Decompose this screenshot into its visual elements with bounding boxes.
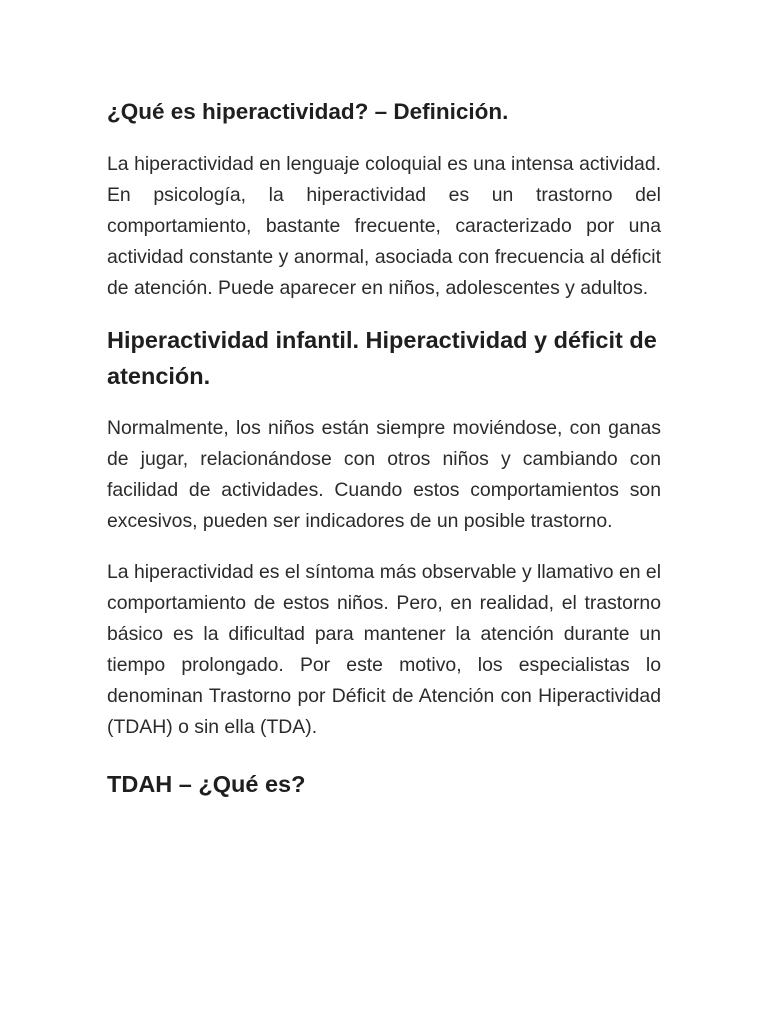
section-heading-infantile: Hiperactividad infantil. Hiperactividad y déficit de atención. — [107, 327, 657, 389]
paragraph-definition: La hiperactividad en lenguaje coloquial es una intensa actividad. En psicología, la hiperactividad es un trastorno del comportamiento, bastante frecuente, caracterizado por una actividad constante y anormal, asociada con frecuencia al déficit de atención. Puede aparecer en niños, adolescentes y adultos. — [107, 153, 661, 299]
paragraph-tdah-explanation: La hiperactividad es el síntoma más observable y llamativo en el comportamiento de estos niños. Pero, en realidad, el trastorno básico es la dificultad para mantener la atención durante un tiempo prolongado. Por este motivo, los especialistas lo denominan Trastorno por Déficit de Atención con Hiperactividad (TDAH) o sin ella (TDA). — [107, 561, 661, 738]
section-heading-tdah: TDAH – ¿Qué es? — [107, 771, 306, 797]
document-page — [107, 96, 661, 802]
section-heading-definition: ¿Qué es hiperactividad? – Definición. — [107, 99, 509, 124]
paragraph-children-behavior: Normalmente, los niños están siempre moviéndose, con ganas de jugar, relacionándose con otros niños y cambiando con facilidad de actividades. Cuando estos comportamientos son excesivos, pueden ser indicadores de un posible trastorno. — [107, 417, 661, 532]
